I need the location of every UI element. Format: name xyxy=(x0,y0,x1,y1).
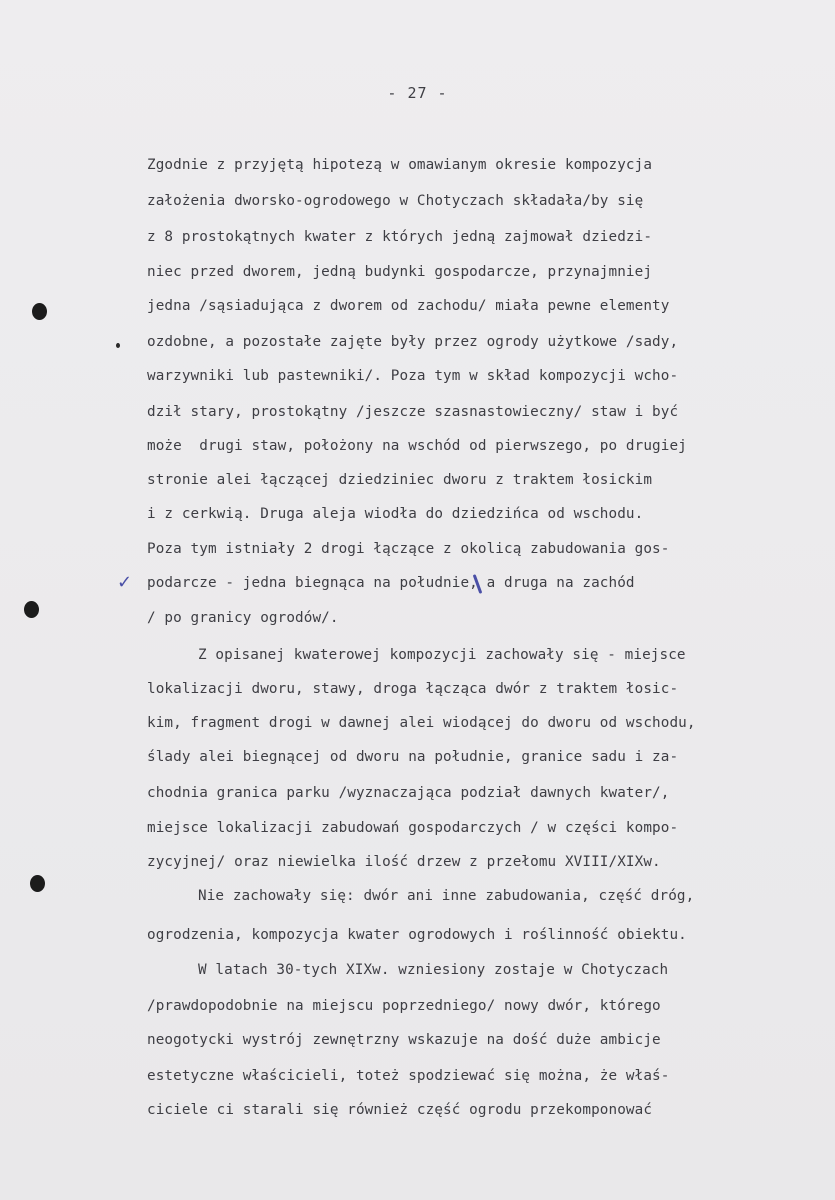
text-line: jedna /sąsiadująca z dworem od zachodu/ miała pewne elementy xyxy=(147,298,670,314)
ink-dot xyxy=(116,343,120,348)
text-line: lokalizacji dworu, stawy, droga łącząca dwór z traktem łosic- xyxy=(147,681,679,697)
text-line: Z opisanej kwaterowej kompozycji zachowały się - miejsce xyxy=(198,647,686,663)
text-line: ogrodzenia, kompozycja kwater ogrodowych i roślinność obiektu. xyxy=(147,927,687,943)
text-line: ślady alei biegnącej od dworu na południe, granice sadu i za- xyxy=(147,749,679,765)
text-line: kim, fragment drogi w dawnej alei wiodącej do dworu od wschodu, xyxy=(147,715,696,731)
binder-hole-top xyxy=(32,303,47,320)
text-line: estetyczne właścicieli, toteż spodziewać się można, że właś- xyxy=(147,1068,670,1084)
text-line: W latach 30-tych XIXw. wzniesiony zostaje w Chotyczach xyxy=(198,962,669,978)
text-line: i z cerkwią. Druga aleja wiodła do dziedzińca od wschodu. xyxy=(147,506,644,522)
text-line: Zgodnie z przyjętą hipotezą w omawianym okresie kompozycja xyxy=(147,157,653,173)
text-line: może drugi staw, położony na wschód od pierwszego, po drugiej xyxy=(147,438,687,454)
page-number: - 27 - xyxy=(387,84,448,102)
text-line: stronie alei łączącej dziedziniec dworu z traktem łosickim xyxy=(147,472,653,488)
text-line: podarcze - jedna biegnąca na południe, a druga na zachód xyxy=(147,575,635,591)
text-line: zycyjnej/ oraz niewielka ilość drzew z przełomu XVIII/XIXw. xyxy=(147,854,661,870)
text-line: / po granicy ogrodów/. xyxy=(147,610,339,626)
text-line: założenia dworsko-ogrodowego w Chotyczach składała/by się xyxy=(147,193,644,209)
text-line: Poza tym istniały 2 drogi łączące z okolicą zabudowania gos- xyxy=(147,541,670,557)
binder-hole-bottom xyxy=(30,875,45,892)
text-line: niec przed dworem, jedną budynki gospodarcze, przynajmniej xyxy=(147,264,653,280)
text-line: ciciele ci starali się również część ogrodu przekomponować xyxy=(147,1102,653,1118)
text-line: neogotycki wystrój zewnętrzny wskazuje na dość duże ambicje xyxy=(147,1032,661,1048)
text-line: warzywniki lub pastewniki/. Poza tym w skład kompozycji wcho- xyxy=(147,368,679,384)
text-line: z 8 prostokątnych kwater z których jedną zajmował dziedzi- xyxy=(147,229,653,245)
text-line: ozdobne, a pozostałe zajęte były przez ogrody użytkowe /sady, xyxy=(147,334,679,350)
margin-check-mark: ✓ xyxy=(117,572,133,593)
text-line: miejsce lokalizacji zabudowań gospodarczych / w części kompo- xyxy=(147,820,679,836)
binder-hole-middle xyxy=(24,601,39,618)
text-line: dził stary, prostokątny /jeszcze szasnastowieczny/ staw i być xyxy=(147,404,679,420)
text-line: chodnia granica parku /wyznaczająca podział dawnych kwater/, xyxy=(147,785,670,801)
text-line: /prawdopodobnie na miejscu poprzedniego/ nowy dwór, którego xyxy=(147,998,661,1014)
text-line: Nie zachowały się: dwór ani inne zabudowania, część dróg, xyxy=(198,888,695,904)
